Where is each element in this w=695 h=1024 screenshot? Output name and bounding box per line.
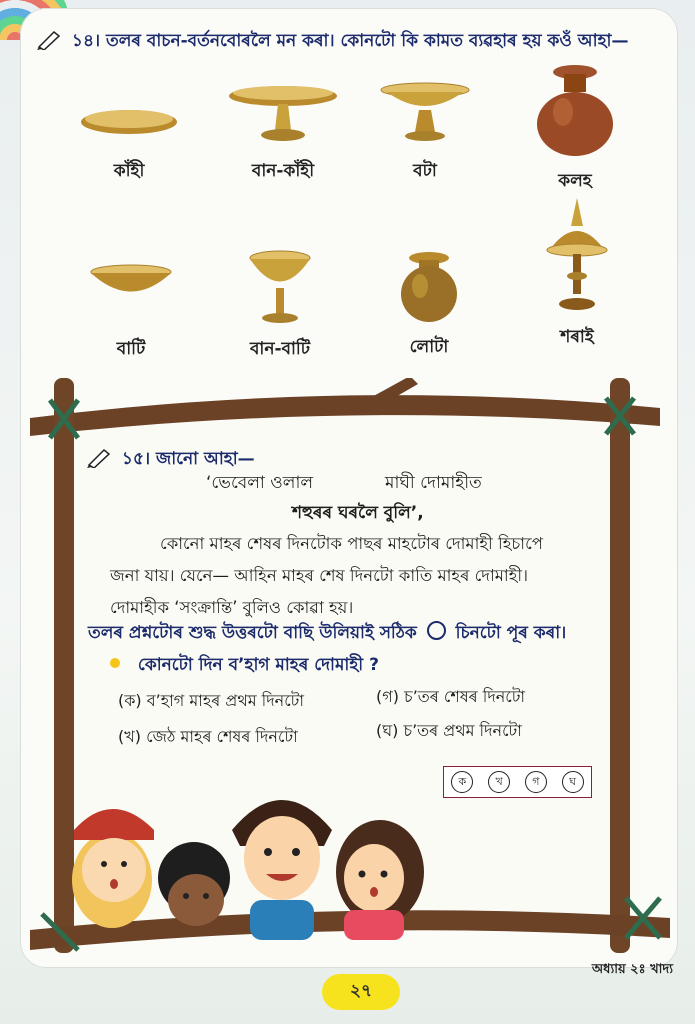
vessel-name: বটা (413, 161, 437, 181)
option-gha: (ঘ) চ’তৰ প্ৰথম দিনটো (376, 721, 522, 740)
vessel-ban-kanhi (218, 80, 348, 186)
option-kha: (খ) জেঠ মাহৰ শেষৰ দিনটো (118, 727, 298, 746)
pencil-icon (86, 448, 112, 468)
vessel-kanhi (64, 90, 194, 186)
bati-bowl-icon (86, 262, 176, 302)
exercise-14-number: ১৪। (71, 31, 101, 51)
option-ka: (ক) ব’হাগ মাহৰ প্ৰথম দিনটো (118, 691, 304, 710)
explanation-paragraph (110, 528, 600, 624)
chapter-label: অধ্যায় ২ঃ খাদ্য (591, 962, 673, 977)
vessel-bati (66, 262, 196, 364)
verse-line-1b: মাঘী দোমাহীত (385, 473, 482, 493)
paragraph-line: কোনো মাহৰ শেষৰ দিনটোক পাছৰ মাহটোৰ দোমাহী হিচাপে (160, 534, 543, 553)
question-text: কোনটো দিন ব’হাগ মাহৰ দোমাহী ? (137, 655, 379, 675)
children-illustration (62, 760, 462, 950)
vessel-name: বান-বাটি (249, 339, 311, 359)
bullet-icon (110, 658, 120, 668)
vessel-name: লোটা (409, 337, 449, 357)
answer-circle-kha[interactable]: খ (488, 771, 510, 793)
verse-line-2: শহুৰৰ ঘৰলৈ বুলি’, (292, 503, 424, 523)
pencil-icon (36, 30, 62, 50)
option-ga: (গ) চ’তৰ শেষৰ দিনটো (376, 687, 526, 706)
instruction-text: তলৰ প্ৰশ্নটোৰ শুদ্ধ উত্তৰটো বাছি উলিয়াই সঠিক (88, 623, 417, 643)
vessel-kolah (510, 62, 640, 196)
vessel-name: বাটি (116, 339, 146, 359)
ban-bati-icon (240, 248, 320, 328)
answer-circle-ka[interactable]: ক (451, 771, 473, 793)
vessel-lota (364, 250, 494, 362)
ban-kanhi-icon (223, 80, 343, 150)
paragraph-line: জনা যায়। যেনে— আহিন মাহৰ শেষ দিনটো কাতি মাহৰ দোমাহী। (110, 566, 528, 585)
answer-circle-gha[interactable]: ঘ (562, 771, 584, 793)
question (110, 652, 379, 680)
answer-choice-box (443, 766, 592, 798)
page-number: ২৭ (322, 974, 400, 1010)
vessel-name: কলহ (558, 171, 592, 191)
exercise-14-heading (36, 28, 628, 56)
vessel-xorai (512, 196, 642, 352)
answer-circle-ga[interactable]: গ (525, 771, 547, 793)
vessel-name: কাঁহী (113, 161, 145, 181)
kanhi-plate-icon (74, 90, 184, 150)
kolah-pot-icon (530, 62, 620, 160)
lota-icon (389, 250, 469, 322)
bota-icon (375, 80, 475, 150)
vessel-name: বান-কাঁহী (251, 161, 315, 181)
instruction-text-end: চিনটো পূৰ কৰা। (455, 623, 567, 643)
exercise-15-title: ১৫। জানো আহা— (121, 449, 255, 469)
vessel-ban-bati (215, 248, 345, 364)
instruction (88, 620, 566, 648)
vessel-bota (360, 80, 490, 186)
verse-line-1a: ‘ভেবেলা ওলাল (206, 473, 314, 493)
xorai-icon (537, 196, 617, 318)
empty-circle-icon (427, 621, 446, 640)
paragraph-line: দোমাহীক ‘সংক্ৰান্তি’ বুলিও কোৱা হয়। (110, 598, 354, 617)
exercise-14-text: তলৰ বাচন-বৰ্তনবোৰলৈ মন কৰা। কোনটো কি কামত ব্যৱহাৰ হয় কওঁ আহা— (106, 31, 629, 51)
vessel-name: শৰাই (560, 327, 594, 347)
